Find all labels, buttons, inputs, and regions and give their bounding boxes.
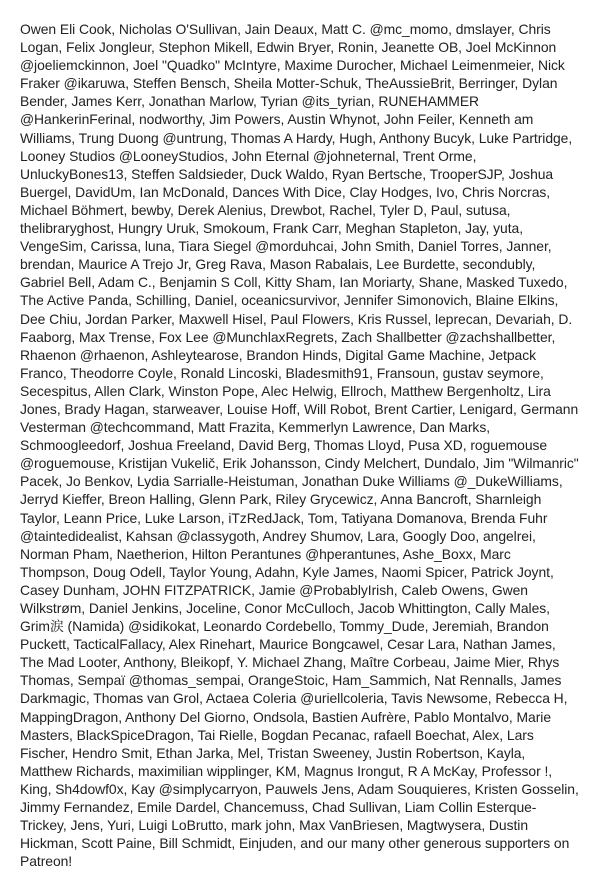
patreon-supporters-list: Owen Eli Cook, Nicholas O'Sullivan, Jain Deaux, Matt C. @mc_momo, dmslayer, Chris Logan, Felix Jongleur, Stephon Mikell, Edwin Bryer, Ronin, Jeanette OB, Joel McKinnon @joeliemckinnon, Joel "Quadko" McIntyre, Maxime Durocher, Michael Leimenmeier, Nick Fraker @ikaruwa, Steffen Bensch, Sheila Motter-Schuk, TheAussieBrit, Berringer, Dylan Bender, James Kerr, Jonathan Marlow, Tyrian @its_tyrian, RUNEHAMMER @HankerinFerinal, nodworthy, Jim Powers, Austin Whynot, John Feiler, Kenneth am Williams, Trung Duong @untrung, Thomas A Hardy, Hugh, Anthony Bucyk, Luke Partridge, Looney Studios @LooneyStudios, John Eternal @johneternal, Trent Orme, UnluckyBones13, Steffen Saldsieder, Duck Waldo, Ryan Bertsche, TrooperSJP, Joshua Buergel, DavidUm, Ian McDonald, Dances With Dice, Clay Hodges, Ivo, Chris Norcras, Michael Böhmert, bewby, Derek Alenius, Drewbot, Rachel, Tyler D, Paul, sutusa, thelibraryghost, Hungry Uruk, Smokoum, Frank Carr, Meghan Stapleton, Jay, yuta, VengeSim, Carissa, luna, Tiara Siegel @morduhcai, John Smith, Daniel Torres, Janner, brendan, Maurice A Trejo Jr, Greg Rava, Mason Rabalais, Lee Burdette, secondubly, Gabriel Bell, Adam C., Benjamin S Coll, Kitty Sham, Ian Moriarty, Shane, Masked Tuxedo, The Active Panda, Schilling, Daniel, oceanicsurvivor, Jennifer Simonovich, Blaine Elkins, Dee Chiu, Jordan Parker, Maxwell Hisel, Paul Flowers, Kris Russel, leprecan, Devariah, D. Faaborg, Max Trense, Fox Lee @MunchlaxRegrets, Zach Shallbetter @zachshallbetter, Rhaenon @rhaenon, Ashleytearose, Brandon Hinds, Digital Game Machine, Jetpack Franco, Theodorre Coyle, Ronald Lincoski, Bladesmith91, Fransoun, gustav seymore, Secespitus, Allen Clark, Winston Pope, Alec Helwig, Ellroch, Matthew Bergenholtz, Lira Jones, Brady Hagan, starweaver, Louise Hoff, Will Robot, Brent Cartier, Lenigard, Germann Vesterman @techcommand, Matt Frazita, Kemmerlyn Lawrence, Dan Marks, Schmoogleedorf, Joshua Freeland, David Berg, Thomas Lloyd, Pusa XD, roguemouse @roguemouse, Kristijan Vukelič, Erik Johansson, Cindy Melchert, Dundalo, Jim "Wilmanric" Pacek, Jo Benkov, Lydia Sarrialle-Heistuman, Jonathan Duke Williams @_DukeWilliams, Jerryd Kieffer, Breon Halling, Glenn Park, Riley Grycewicz, Anna Bancroft, Sharnleigh Taylor, Leann Price, Luke Larson, iTzRedJack, Tom, Tatiyana Domanova, Brenda Fuhr @taintedidealist, Kahsan @classygoth, Andrey Shumov, Lara, Googly Doo, angelrei, Norman Pham, Naetherion, Hilton Perantunes @hperantunes, Ashe_Boxx, Marc Thompson, Doug Odell, Taylor Young, Adahn, Kyle James, Naomi Spicer, Patrick Joynt, Casey Dunham, JOHN FITZPATRICK, Jamie @ProbablyIrish, Caleb Owens, Gwen Wilkstrøm, Daniel Jenkins, Joceline, Conor McCulloch, Jacob Whittington, Cally Males, Grim涙 (Namida) @sidikokat, Leonardo Cordebello, Tommy_Dude, Jeremiah, Brandon Puckett, TacticalFallacy, Alex Rinehart, Maurice Bongcawel, Cesar Lara, Nathan James, The Mad Looter, Anthony, Bleikopf, Y. Michael Zhang, Maître Corbeau, Jaime Mier, Rhys Thomas, Sempaï @thomas_sempai, OrangeStoic, Ham_Sammich, Nat Rennalls, James Darkmagic, Thomas van Grol, Actaea Coleria @uriellcoleria, Tavis Newsome, Rebecca H, MappingDragon, Anthony Del Giorno, Ondsola, Bastien Aufrère, Pablo Montalvo, Marie Masters, BlackSpiceDragon, Tai Rielle, Bogdan Pecanac, rafaell Boechat, Alex, Lars Fischer, Hendro Smit, Ethan Jarka, Mel, Tristan Sweeney, Justin Robertson, Kayla, Matthew Richards, maximilian wipplinger, KM, Magnus Irongut, R A McKay, Professor !, King, Sh4dowf0x, Kay @simplycarryon, Pauwels Jens, Adam Souquieres, Kristen Gosselin, Jimmy Fernandez, Emile Dardel, Chancemuss, Chad Sullivan, Liam Collin Esterque-Trickey, Jens, Yuri, Luigi LoBrutto, mark john, Max VanBriesen, Magtwysera, Dustin Hickman, Scott Paine, Bill Schmidt, Einjuden, and our many other generous supporters on Patreon! <box>20 21 579 870</box>
